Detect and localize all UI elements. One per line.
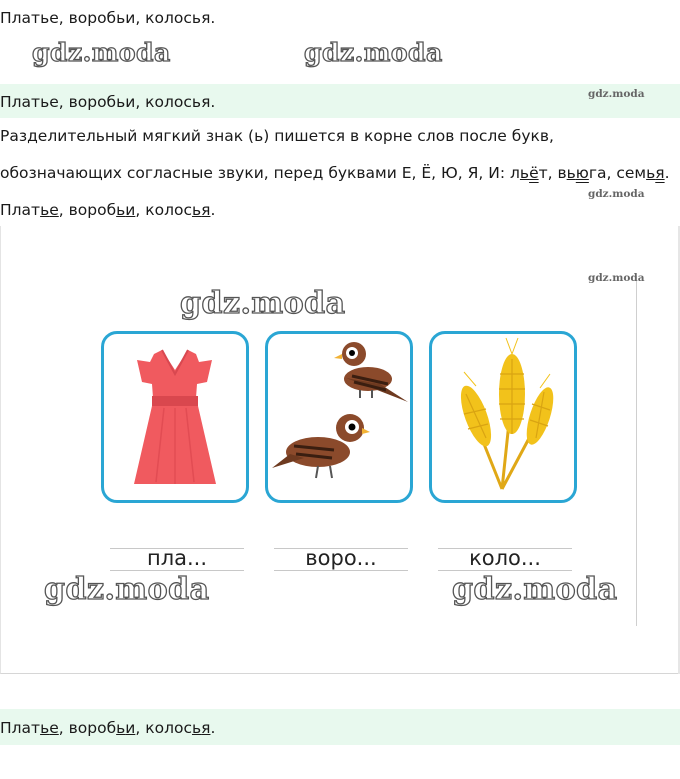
watermark: gdz.moda bbox=[304, 38, 443, 67]
picture-card-sparrows bbox=[265, 331, 413, 503]
picture-card-wheat bbox=[429, 331, 577, 503]
picture-word-1: пла... bbox=[146, 546, 208, 570]
word-line bbox=[110, 570, 244, 571]
dress-image bbox=[104, 334, 246, 500]
watermark: gdz.moda bbox=[588, 272, 645, 284]
wheat-image bbox=[432, 334, 574, 500]
answer-band bbox=[0, 84, 680, 118]
header-title: Платье, воробьи, колосья. bbox=[0, 9, 216, 27]
rule-line-1: Разделительный мягкий знак (ь) пишется в корне слов после букв, bbox=[0, 127, 554, 145]
picture-word-2: воро... bbox=[305, 546, 377, 570]
watermark: gdz.moda bbox=[588, 188, 645, 200]
footer-answer: Платье, воробьи, колосья. bbox=[0, 719, 216, 737]
watermark: gdz.moda bbox=[44, 572, 210, 607]
watermark: gdz.moda bbox=[180, 286, 346, 321]
watermark: gdz.moda bbox=[32, 38, 171, 67]
picture-card-dress bbox=[101, 331, 249, 503]
word-line bbox=[438, 570, 572, 571]
panel-divider bbox=[636, 276, 637, 626]
picture-word-3: коло... bbox=[469, 546, 541, 570]
sparrows-image bbox=[268, 334, 410, 500]
watermark: gdz.moda bbox=[452, 572, 618, 607]
rule-line-2: обозначающих согласные звуки, перед буквами Е, Ё, Ю, Я, И: льёт, вьюга, семья. bbox=[0, 164, 670, 182]
answer-band-title: Платье, воробьи, колосья. bbox=[0, 93, 216, 111]
answer-words: Платье, воробьи, колосья. bbox=[0, 201, 216, 219]
word-line bbox=[274, 570, 408, 571]
watermark: gdz.moda bbox=[588, 88, 645, 100]
footer-answer-band bbox=[0, 709, 680, 745]
